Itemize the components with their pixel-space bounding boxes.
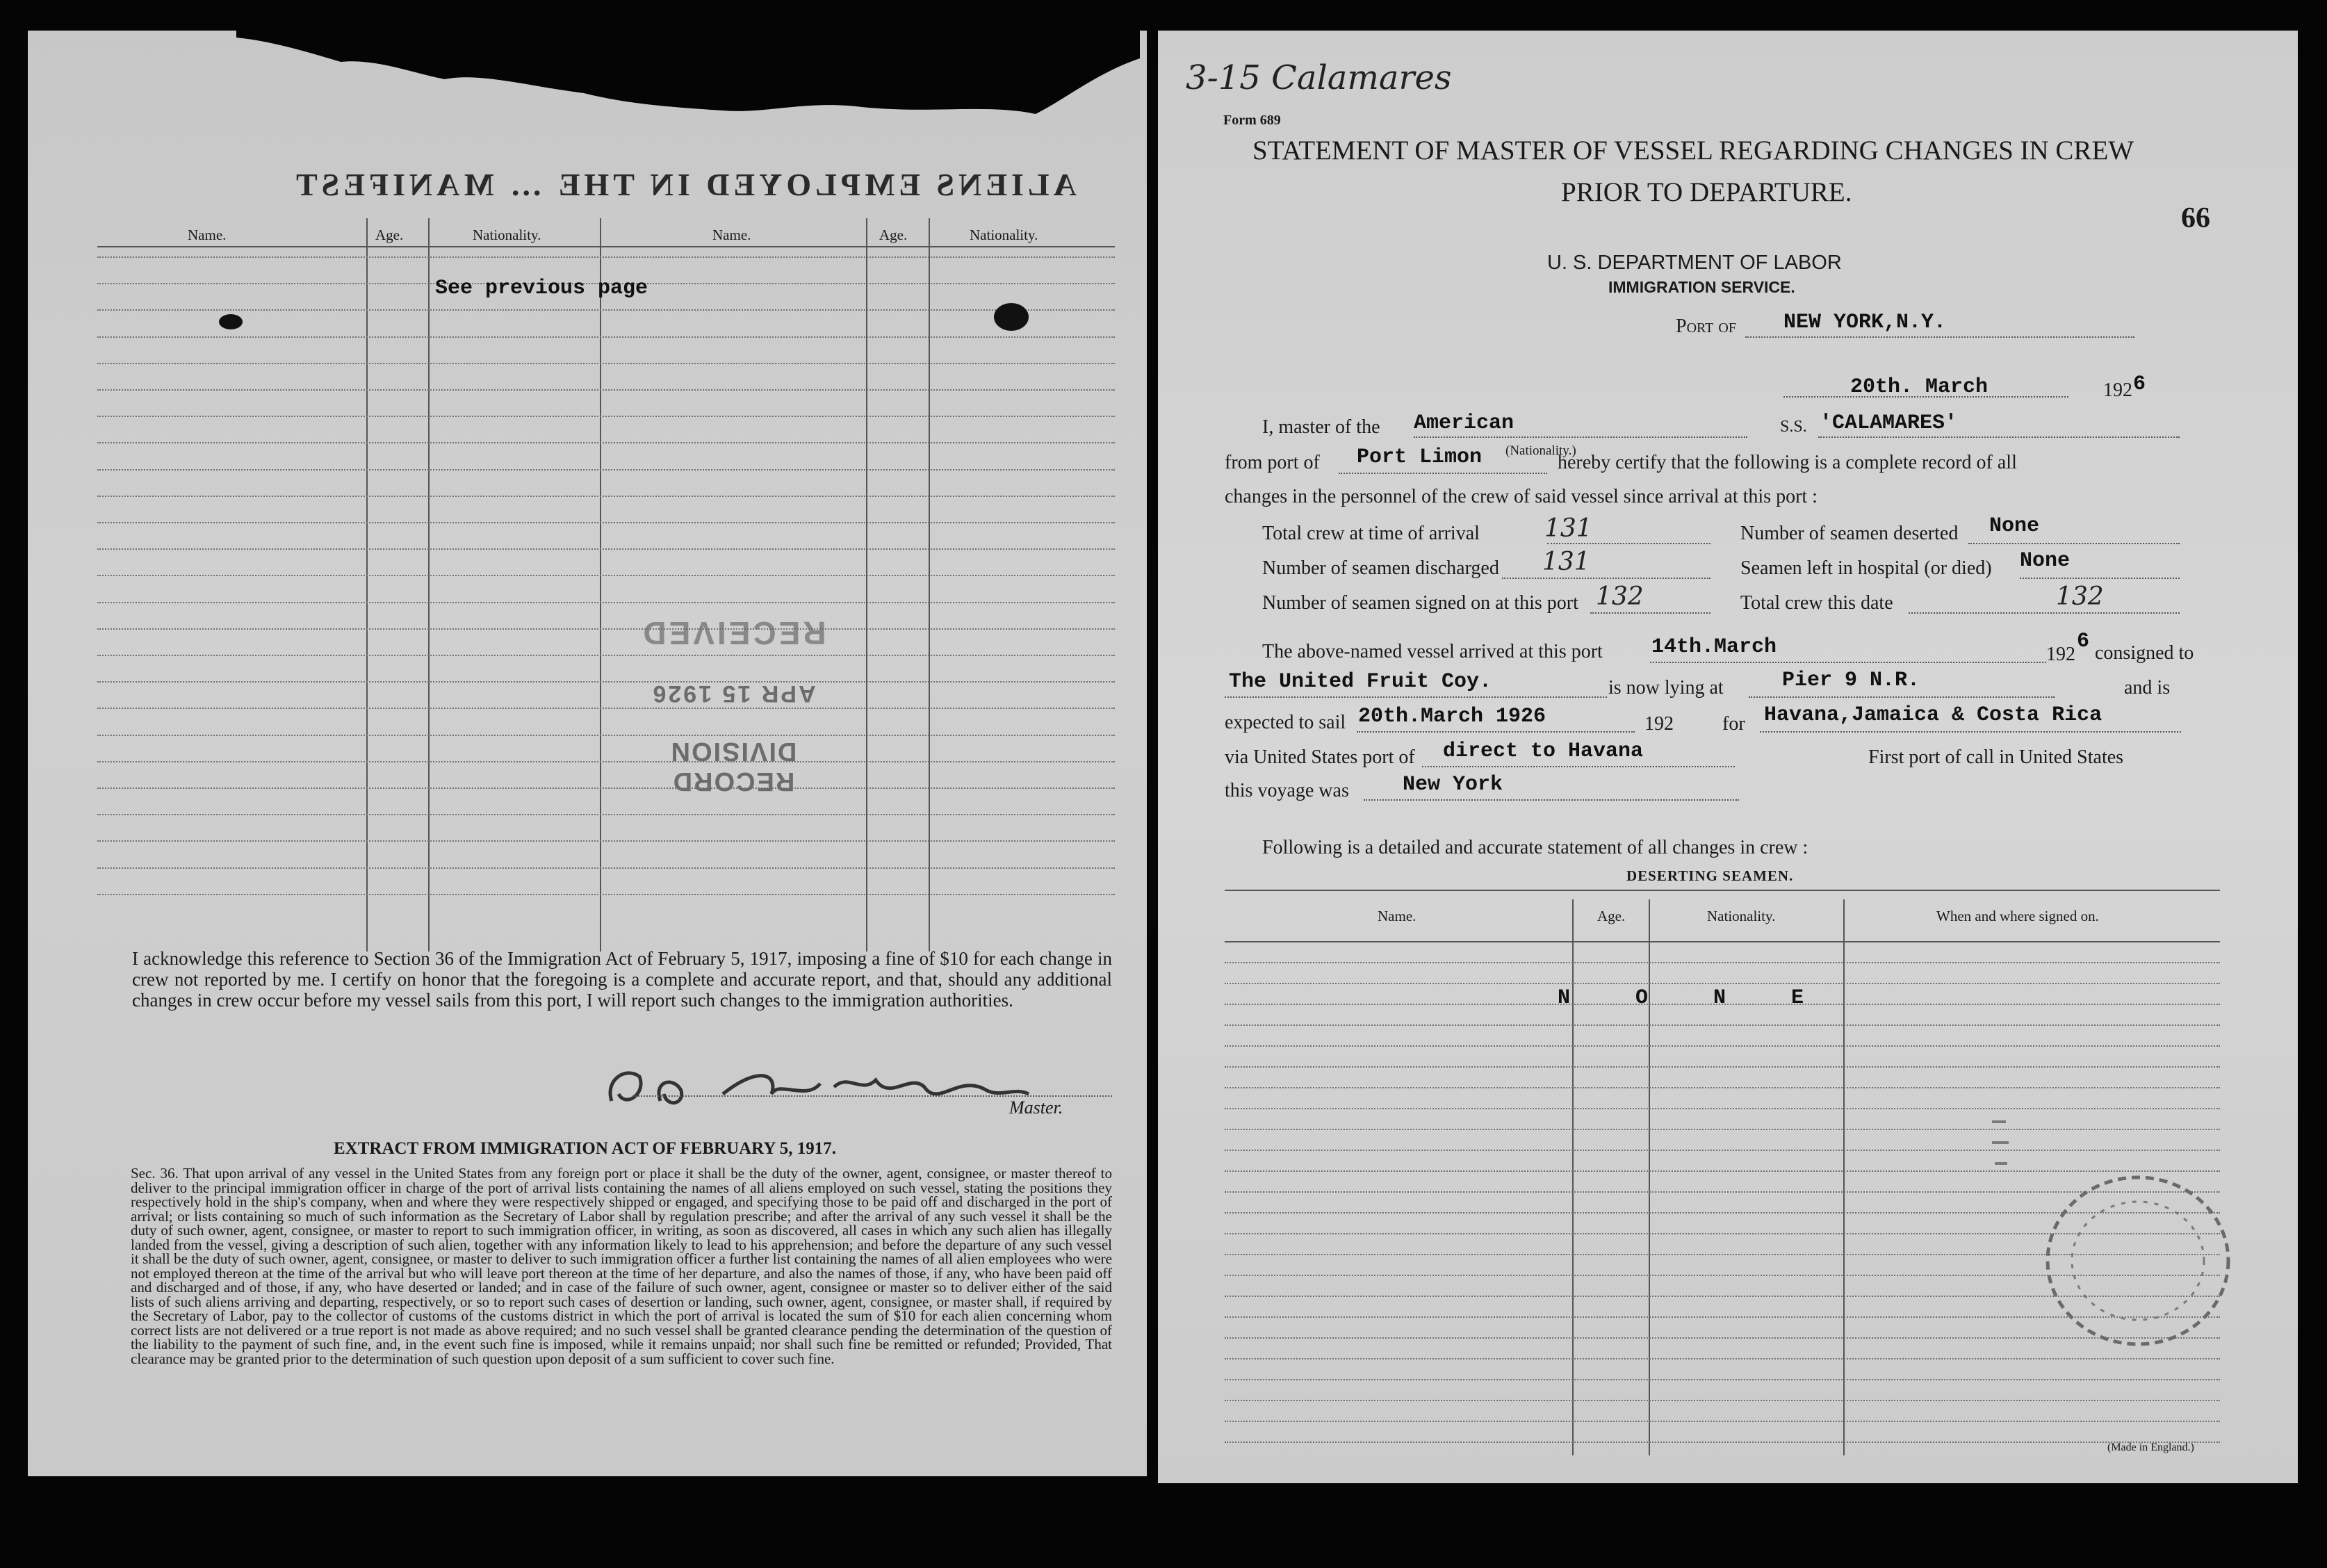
table-row-rule [97,814,1115,815]
acknowledgement-text: I acknowledge this reference to Section 36 of the Immigration Act of February 5, 1917, imposing a fine of $10 for each change in crew not reported by me. I certify on honor that the foregoing is a complete and accurate report, and that, should any additional changes in crew occur before my vessel sails from this port, I will report such changes to the immigration authorities. [132,948,1112,1011]
voyage-value: New York [1403,773,1503,797]
table-header-age: Age. [1597,908,1626,924]
signed-on-value: 132 [1596,582,1644,611]
lying-label: is now lying at [1608,677,1724,699]
table-row-rule [97,867,1115,869]
from-port-label: from port of [1225,452,1320,473]
col-header-age-1: Age. [375,227,404,243]
via-value: direct to Havana [1443,740,1644,763]
table-row-rule [97,363,1115,364]
handwritten-reference: 3-15 Calamares [1186,58,1452,97]
extract-text: Sec. 36. That upon arrival of any vessel in the United States from any foreign port or place it shall be the duty of the owner, agent, consignee, or master thereof to deliver to the principal immigration officer in charge of the port of arrival lists containing the names of all aliens employed on such vessel, stating the positions they respectively hold in the ship's company, when and where they were respectively shipped or engaged, and specifying those to be paid off and discharged in the port of arrival; or lists containing so much of such information as the Secretary of Labor shall by regulation prescribe; and after the arrival of any such vessel it shall be the duty of such owner, agent, consignee, or master to report to such immigration officer, in writing, as soon as discovered, all cases in which any such alien has illegally landed from the vessel, giving a description of such alien, together with any information likely to lead to his apprehension; and before the departure of any such vessel it shall be the duty of such owner, agent, consignee, or master to deliver to such immigration officer a further list containing the names of all alien employees who were not employed thereon at the time of the arrival but who will leave port thereon at the time of her departure, and also the names of those, if any, who have been paid off and discharged and of those, if any, who have deserted or landed; and in case of the failure of such owner, agent, consignee or master so to deliver either of the said lists of such aliens arriving and departing, respectively, or so to report such cases of desertion or landing, such owner, agent, consignee, or master shall, if required by the Secretary of Labor, pay to the collector of customs of the customs district in which the port of arrival is located the sum of $10 for each alien concerning whom correct lists are not delivered or a true report is not made as above required; and no such vessel shall be granted clearance pending the determination of the question of the liability to the payment of such fine, and, in the event such fine is imposed, while it remains unpaid; nor shall such fine be remitted or refunded; Provided, That clearance may be granted prior to the determination of such question upon deposit of a sum sufficient to cover such fine. [131,1165,1112,1367]
consigned-label: consigned to [2095,642,2194,664]
expected-label: expected to sail [1225,712,1346,733]
reversed-heading: ALIENS EMPLOYED IN THE … MANIFEST [292,167,1077,202]
table-row-rule [97,708,1115,709]
table-row-rule [97,655,1115,656]
year-prefix: 192 [2103,379,2132,401]
nationality-value: American [1414,411,1514,435]
first-port-label: First port of call in United States [1868,746,2124,768]
discharged-value: 131 [1542,548,1590,576]
table-row-rule [1225,962,2220,963]
port-value: NEW YORK,N.Y. [1783,311,1947,334]
lying-value: Pier 9 N.R. [1782,669,1920,692]
total-arrival-label: Total crew at time of arrival [1262,523,1480,544]
for-label: for [1722,713,1745,735]
left-page [28,31,1147,1476]
page-number: 66 [2181,202,2210,234]
col-header-age-2: Age. [879,227,908,243]
master-signature [598,1052,1043,1129]
table-header-nationality: Nationality. [1707,908,1776,924]
total-date-label: Total crew this date [1740,592,1893,614]
form-title-line-1: STATEMENT OF MASTER OF VESSEL REGARDING CHANGES IN CREW [1252,136,2134,165]
arrived-year-prefix: 192 [2046,644,2075,665]
hospital-label: Seamen left in hospital (or died) [1740,557,1992,579]
signed-on-label: Number of seamen signed on at this port [1262,592,1578,614]
col-header-name-2: Name. [712,227,751,243]
received-stamp: RECORD DIVISION APR 15 1926 RECEIVED [640,615,826,796]
via-label: via United States port of [1225,746,1415,768]
arrived-year-digit: 6 [2077,630,2090,653]
table-row-rule [97,681,1115,683]
table-row-rule [97,548,1115,550]
deserted-label: Number of seamen deserted [1740,523,1959,544]
table-header-name: Name. [1378,908,1416,924]
sail-date-value: 20th.March 1926 [1358,705,1546,728]
port-label: Port of [1676,316,1736,337]
table-row-rule [1225,1066,2220,1068]
sail-year-prefix: 192 [1644,713,1674,735]
table-row-rule [97,336,1115,338]
table-row-rule [97,628,1115,630]
circular-stamp [1909,1073,2242,1421]
master-of-label: I, master of the [1262,416,1380,438]
year-digit: 6 [2133,373,2146,396]
consignee-value: The United Fruit Coy. [1229,670,1492,694]
col-header-nationality-1: Nationality. [473,227,541,243]
form-number: Form 689 [1223,113,1281,128]
table-row-rule [97,416,1115,417]
destination-value: Havana,Jamaica & Costa Rica [1764,703,2103,727]
and-is-text: and is [2124,677,2171,699]
table-row-rule [97,256,1115,258]
discharged-label: Number of seamen discharged [1262,557,1499,579]
arrived-label: The above-named vessel arrived at this port [1262,641,1603,662]
footer-note: (Made in England.) [2107,1442,2194,1453]
table-row-rule [97,469,1115,471]
section-title: DESERTING SEAMEN. [1626,867,1794,884]
left-entry-text: See previous page [435,277,648,300]
torn-edge [236,31,1140,128]
ss-label: S.S. [1780,418,1807,436]
col-header-name-1: Name. [188,227,227,243]
following-text: Following is a detailed and accurate statement of all changes in crew : [1262,837,1808,858]
table-row-rule [1225,1421,2220,1422]
date-value: 20th. March [1850,375,1989,399]
table-row-rule [97,575,1115,576]
service-name: IMMIGRATION SERVICE. [1608,278,1795,296]
table-row-rule [97,787,1115,789]
nationality-caption: (Nationality.) [1505,443,1576,458]
ship-name-value: 'CALAMARES' [1820,411,1958,435]
table-row-rule [97,761,1115,762]
table-row-rule [1225,1442,2220,1443]
certify-text: hereby certify that the following is a complete record of all [1558,452,2017,473]
changes-text: changes in the personnel of the crew of said vessel since arrival at this port : [1225,486,1818,507]
table-row-rule [1225,983,2220,984]
master-label: Master. [1009,1097,1063,1118]
ink-blot [219,314,243,329]
table-none-entry: N O N E [1558,986,1831,1010]
ink-blot [994,303,1029,331]
table-row-rule [97,496,1115,497]
table-row-rule [97,735,1115,736]
total-date-value: 132 [2056,582,2104,611]
table-row-rule [1225,1024,2220,1026]
table-row-rule [1225,1045,2220,1047]
table-row-rule [97,840,1115,842]
table-row-rule [97,389,1115,391]
extract-title: EXTRACT FROM IMMIGRATION ACT OF FEBRUARY 5, 1917. [334,1139,836,1158]
voyage-label: this voyage was [1225,780,1349,801]
right-page [1158,31,2298,1483]
department-name: U. S. DEPARTMENT OF LABOR [1547,252,1842,274]
arrived-value: 14th.March [1651,635,1777,659]
table-row-rule [97,602,1115,603]
table-header-signed-on: When and where signed on. [1936,908,2099,924]
from-port-value: Port Limon [1357,446,1483,469]
table-row-rule [97,442,1115,443]
table-row-rule [97,894,1115,895]
col-header-nationality-2: Nationality. [970,227,1038,243]
deserted-value: None [1989,514,2040,538]
form-title-line-2: PRIOR TO DEPARTURE. [1561,177,1852,207]
table-row-rule [97,522,1115,523]
total-arrival-value: 131 [1544,514,1592,543]
table-row-rule [97,309,1115,311]
hospital-value: None [2020,549,2071,573]
